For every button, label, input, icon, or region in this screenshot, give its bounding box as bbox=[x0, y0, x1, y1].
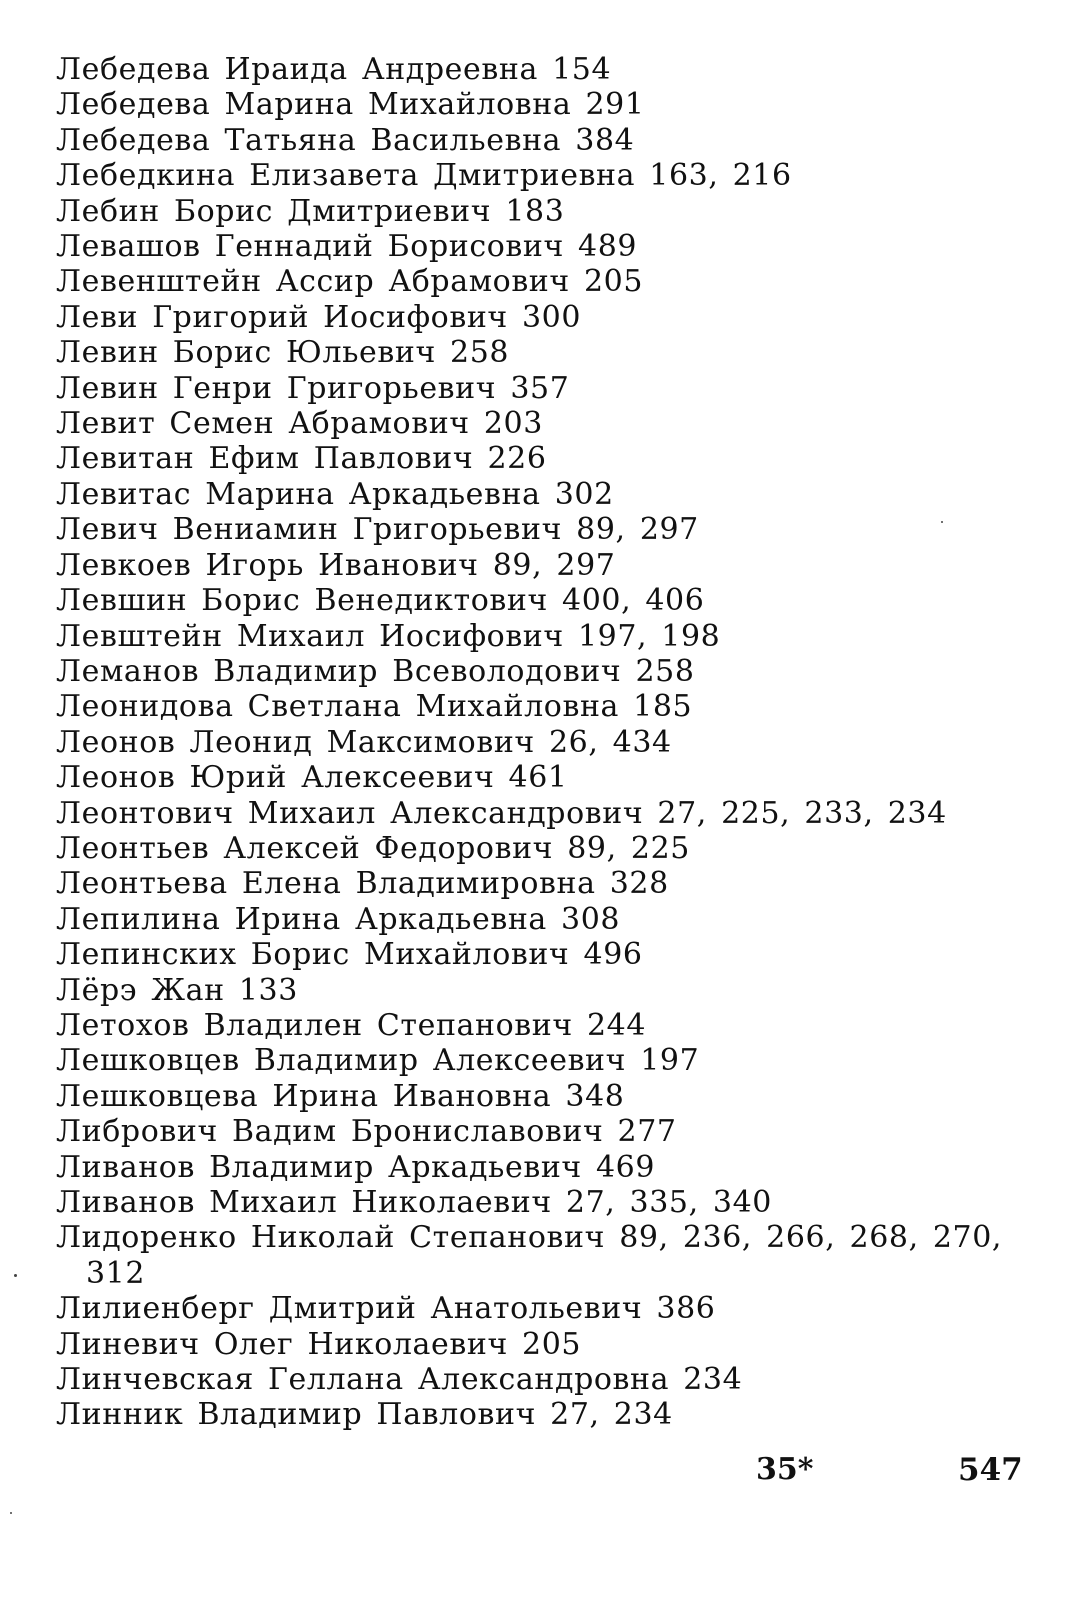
index-entry: Леви Григорий Иосифович 300 bbox=[56, 299, 582, 335]
index-entry: Ливанов Михаил Николаевич 27, 335, 340 bbox=[56, 1185, 772, 1220]
index-entry: Левштейн Михаил Иосифович 197, 198 bbox=[56, 618, 721, 654]
index-entry: Леманов Владимир Всеволодович 258 bbox=[56, 653, 695, 689]
index-entry: Леонов Юрий Алексеевич 461 bbox=[56, 760, 568, 796]
index-entry: Лешковцев Владимир Алексеевич 197 bbox=[56, 1043, 700, 1079]
index-entry: Левенштейн Ассир Абрамович 205 bbox=[56, 264, 644, 300]
index-entry: Лебедева Татьяна Васильевна 384 bbox=[56, 122, 635, 158]
index-entry: Лебин Борис Дмитриевич 183 bbox=[56, 193, 565, 229]
index-entry: Летохов Владилен Степанович 244 bbox=[56, 1007, 647, 1043]
index-entry: Лебедкина Елизавета Дмитриевна 163, 216 bbox=[56, 158, 792, 194]
index-entry: Леонтович Михаил Александрович 27, 225, 233, 234 bbox=[56, 795, 947, 831]
index-entry: Левит Семен Абрамович 203 bbox=[56, 406, 543, 442]
page-number: 547 bbox=[958, 1452, 1023, 1488]
signature-mark: 35* bbox=[756, 1452, 814, 1487]
index-entry: Лёрэ Жан 133 bbox=[56, 972, 298, 1008]
index-entry: Линевич Олег Николаевич 205 bbox=[56, 1326, 582, 1362]
index-entry: Леонов Леонид Максимович 26, 434 bbox=[56, 724, 672, 760]
print-speck bbox=[10, 1512, 12, 1514]
index-entry: Левашов Геннадий Борисович 489 bbox=[56, 229, 638, 265]
index-entry: Левитас Марина Аркадьевна 302 bbox=[56, 476, 614, 512]
print-speck bbox=[14, 1274, 17, 1277]
index-entry: Лебедева Марина Михайловна 291 bbox=[56, 87, 645, 123]
index-entry: Либрович Вадим Брониславович 277 bbox=[56, 1114, 677, 1150]
index-entry: Левитан Ефим Павлович 226 bbox=[56, 441, 547, 477]
index-entry: Левин Борис Юльевич 258 bbox=[56, 335, 510, 371]
name-index-list bbox=[56, 52, 1056, 1433]
index-entry: Ливанов Владимир Аркадьевич 469 bbox=[56, 1149, 656, 1185]
index-entry: Лепилина Ирина Аркадьевна 308 bbox=[56, 901, 621, 937]
index-entry: Лепинских Борис Михайлович 496 bbox=[56, 937, 643, 973]
index-entry: Леонидова Светлана Михайловна 185 bbox=[56, 689, 693, 725]
index-entry: Левич Вениамин Григорьевич 89, 297 bbox=[56, 512, 699, 548]
index-entry: Леонтьев Алексей Федорович 89, 225 bbox=[56, 830, 690, 866]
index-entry: Линчевская Геллана Александровна 234 bbox=[56, 1362, 743, 1398]
index-entry: Левкоев Игорь Иванович 89, 297 bbox=[56, 547, 616, 583]
index-entry: Лилиенберг Дмитрий Анатольевич 386 bbox=[56, 1291, 716, 1327]
index-entry: Левин Генри Григорьевич 357 bbox=[56, 370, 570, 406]
print-speck bbox=[941, 521, 943, 523]
index-entry: Линник Владимир Павлович 27, 234 bbox=[56, 1397, 673, 1433]
index-entry: Лидоренко Николай Степанович 89, 236, 266, 268, 270, 312 bbox=[56, 1220, 1003, 1291]
index-entry: Левшин Борис Венедиктович 400, 406 bbox=[56, 583, 705, 619]
index-entry: Леонтьева Елена Владимировна 328 bbox=[56, 866, 669, 902]
index-entry: Лешковцева Ирина Ивановна 348 bbox=[56, 1078, 625, 1114]
index-entry: Лебедева Ираида Андреевна 154 bbox=[56, 52, 612, 87]
page-footer bbox=[0, 1452, 1078, 1502]
